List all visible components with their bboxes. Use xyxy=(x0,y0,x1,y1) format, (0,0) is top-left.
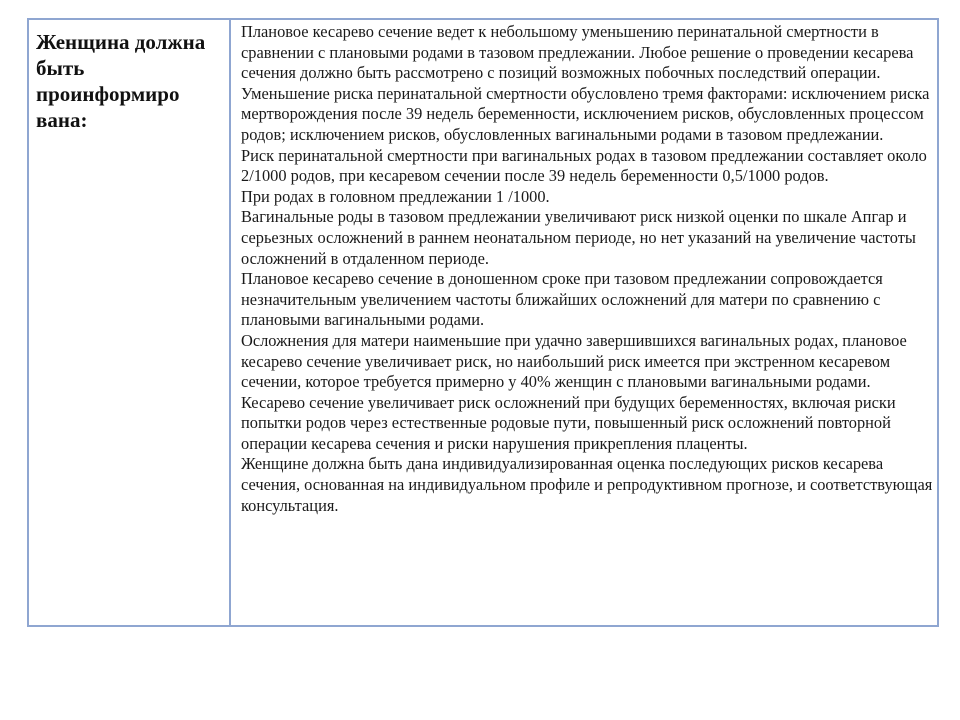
body-text xyxy=(231,20,937,516)
paragraph-8: Кесарево сечение увеличивает риск осложнений при будущих беременностях, включая риски попытки родов через естественные родовые пути, повышенный риск осложнений повторной операции кесарева сечения и риски нарушения прикрепления плаценты. xyxy=(241,392,896,453)
paragraph-3: Риск перинатальной смертности при вагинальных родах в тазовом предлежании составляет около 2/1000 родов, при кесаревом сечении после 39 недель беременности 0,5/1000 родов. xyxy=(241,145,927,186)
label-cell xyxy=(28,19,230,626)
paragraph-7: Осложнения для матери наименьшие при удачно завершившихся вагинальных родах, плановое кесарево сечение увеличивает риск, но наибольший риск имеется при экстренном кесаревом сечении, которое требуется примерно у 40% женщин с плановыми вагинальными родами. xyxy=(241,330,907,392)
row-label: Женщина должна быть проинформиро вана: xyxy=(36,30,206,132)
table-row xyxy=(28,19,938,626)
paragraph-2: Уменьшение риска перинатальной смертности обусловлено тремя факторами: исключением риска мертворождения после 39 недель беременности, исключением рисков, обусловленных процессом родов; исключением рисков, обусловленных вагинальными родами в тазовом предлежании. xyxy=(241,83,930,144)
body-cell xyxy=(230,19,938,626)
paragraph-4: При родах в головном предлежании 1 /1000. xyxy=(241,186,550,206)
paragraph-1: Плановое кесарево сечение ведет к небольшому уменьшению перинатальной смертности в сравнении с плановыми родами в тазовом предлежании. Любое решение о проведении кесарева сечения должно быть рассмотрено с позиций возможных побочных последствий операции. xyxy=(241,22,914,83)
paragraph-9: Женщине должна быть дана индивидуализированная оценка последующих рисков кесарева сечения, основанная на индивидуальном профиле и репродуктивном прогнозе, и соответствующая консультация. xyxy=(241,454,933,515)
paragraph-6: Плановое кесарево сечение в доношенном сроке при тазовом предлежании сопровождается незначительным увеличением частоты ближайших осложнений для матери по сравнению с плановыми вагинальными родами. xyxy=(241,269,883,330)
content-table xyxy=(27,18,939,627)
paragraph-5: Вагинальные роды в тазовом предлежании увеличивают риск низкой оценки по шкале Апгар и серьезных осложнений в раннем неонатальном периоде, но нет указаний на увеличение частоты осложнений в отдаленном периоде. xyxy=(241,207,916,268)
